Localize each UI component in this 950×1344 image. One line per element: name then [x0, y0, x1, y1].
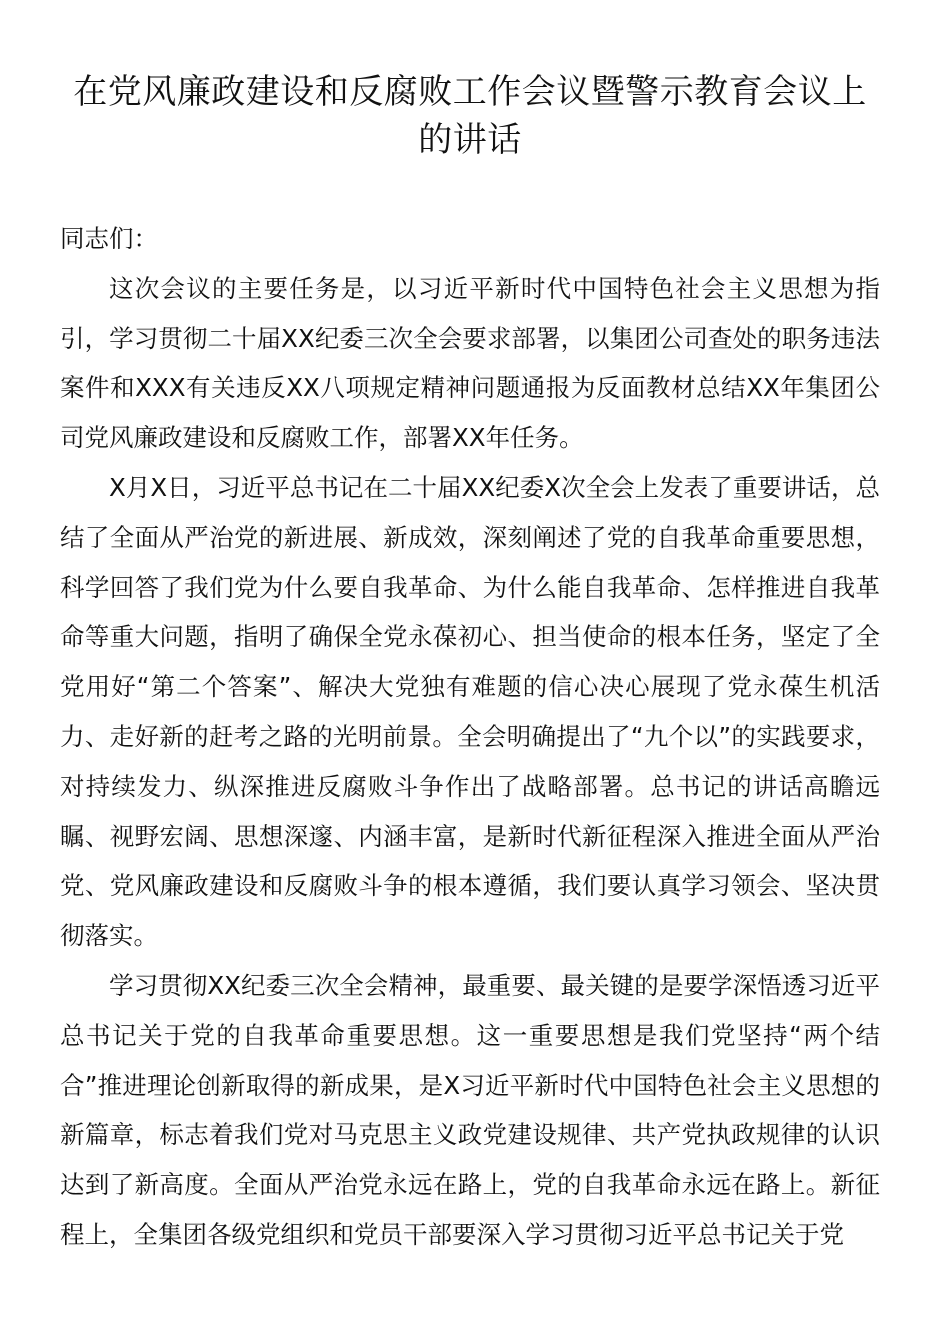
salutation: 同志们： — [60, 224, 158, 253]
paragraph-1: 这次会议的主要任务是，以习近平新时代中国特色社会主义思想为指引，学习贯彻二十届XX纪委三次全会要求部署，以集团公司查处的职务违法案件和XXX有关违反XX八项规定精神问题通报为反面教材总结XX年集团公司党风廉政建设和反腐败工作，部署XX年任务。 — [60, 273, 880, 453]
paragraph-3: 学习贯彻XX纪委三次全会精神，最重要、最关键的是要学深悟透习近平总书记关于党的自我革命重要思想。这一重要思想是我们党坚持“两个结合”推进理论创新取得的新成果，是X习近平新时代中国特色社会主义思想的新篇章，标志着我们党对马克思主义政党建设规律、共产党执政规律的认识达到了新高度。全面从严治党永远在路上，党的自我革命永远在路上。新征程上，全集团各级党组织和党员干部要深入学习贯彻习近平总书记关于党 — [60, 970, 880, 1249]
document-body — [60, 214, 880, 1260]
document-title: 在党风廉政建设和反腐败工作会议暨警示教育会议上的讲话 — [73, 72, 867, 160]
paragraph-2: X月X日，习近平总书记在二十届XX纪委X次全会上发表了重要讲话，总结了全面从严治党的新进展、新成效，深刻阐述了党的自我革命重要思想，科学回答了我们党为什么要自我革命、为什么能自我革命、怎样推进自我革命等重大问题，指明了确保全党永葆初心、担当使命的根本任务，坚定了全党用好“第二个答案”、解决大党独有难题的信心决心展现了党永葆生机活力、走好新的赶考之路的光明前景。全会明确提出了“九个以”的实践要求，对持续发力、纵深推进反腐败斗争作出了战略部署。总书记的讲话高瞻远瞩、视野宏阔、思想深邃、内涵丰富，是新时代新征程深入推进全面从严治党、党风廉政建设和反腐败斗争的根本遵循，我们要认真学习领会、坚决贯彻落实。 — [60, 472, 880, 951]
